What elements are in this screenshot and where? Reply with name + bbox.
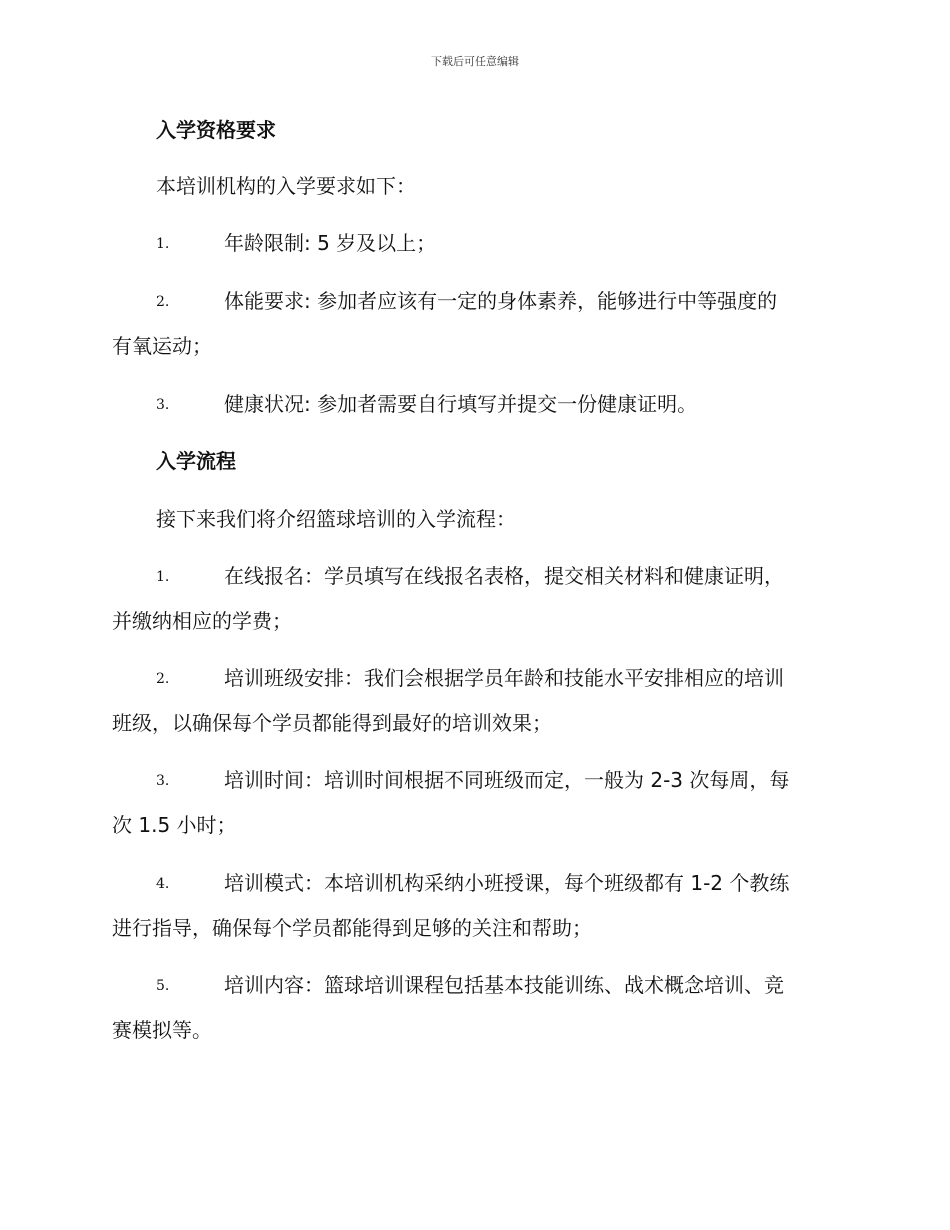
list-item-number: 1. [156, 569, 170, 585]
list-item-text: 培训内容：篮球培训课程包括基本技能训练、战术概念培训、竞 [224, 973, 784, 997]
list-item-number: 2. [156, 671, 170, 687]
list-item-number: 4. [156, 876, 170, 892]
section-title-admission-requirements: 入学资格要求 [156, 118, 276, 142]
section-intro: 接下来我们将介绍篮球培训的入学流程： [156, 507, 516, 531]
list-item [112, 664, 834, 737]
page-header: 下载后可任意编辑 [431, 55, 519, 68]
list-item-text-continued: 次 1.5 小时； [112, 813, 237, 837]
list-item-text-continued: 班级，以确保每个学员都能得到最好的培训效果； [112, 711, 552, 735]
list-item [112, 229, 834, 257]
list-item-text: 在线报名：学员填写在线报名表格，提交相关材料和健康证明， [224, 564, 784, 588]
list-item-text-continued: 赛模拟等。 [112, 1018, 212, 1042]
list-item [112, 390, 834, 418]
list-item-text-continued: 并缴纳相应的学费； [112, 609, 292, 633]
list-item-number: 2. [156, 294, 170, 310]
list-item [112, 869, 834, 942]
list-item-text: 年龄限制: 5 岁及以上； [224, 231, 437, 255]
section-intro: 本培训机构的入学要求如下： [156, 174, 416, 198]
section-title-admission-process: 入学流程 [156, 449, 236, 473]
list-item-text-continued: 有氧运动； [112, 334, 212, 358]
list-item-text: 健康状况: 参加者需要自行填写并提交一份健康证明。 [224, 392, 698, 416]
list-item-text: 体能要求: 参加者应该有一定的身体素养，能够进行中等强度的 [224, 289, 778, 313]
list-item-text: 培训班级安排：我们会根据学员年龄和技能水平安排相应的培训 [224, 666, 784, 690]
list-item-text-continued: 进行指导，确保每个学员都能得到足够的关注和帮助； [112, 916, 592, 940]
list-item-number: 5. [156, 978, 170, 994]
list-item [112, 766, 834, 839]
list-item-number: 1. [156, 236, 170, 252]
list-item-number: 3. [156, 773, 170, 789]
list-item-number: 3. [156, 397, 170, 413]
list-item-text: 培训模式：本培训机构采纳小班授课，每个班级都有 1-2 个教练 [224, 871, 790, 895]
list-item-text: 培训时间：培训时间根据不同班级而定，一般为 2-3 次每周，每 [224, 768, 790, 792]
list-item [112, 287, 834, 360]
list-item [112, 562, 834, 635]
list-item [112, 971, 834, 1044]
